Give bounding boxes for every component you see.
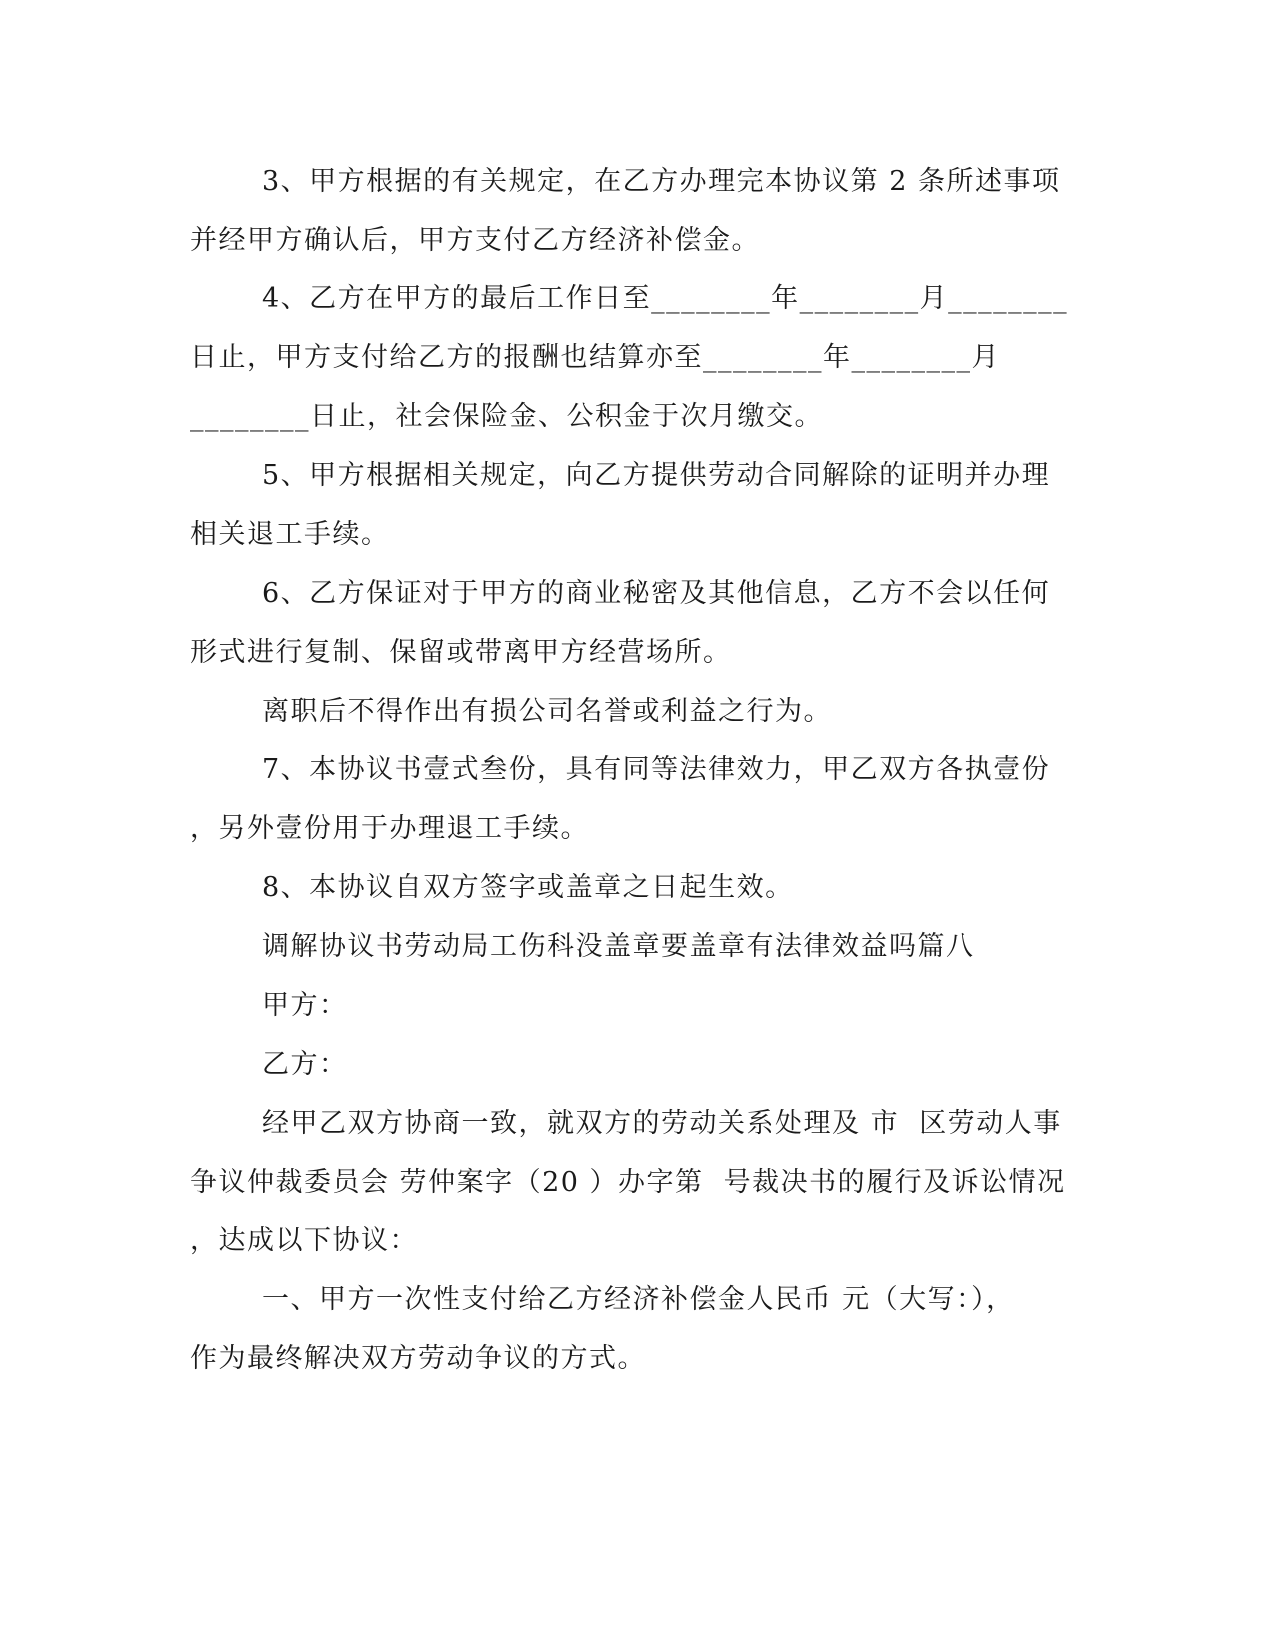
paragraph-8: 8、本协议自双方签字或盖章之日起生效。: [262, 872, 794, 903]
paragraph-5-line-1: 5、甲方根据相关规定，向乙方提供劳动合同解除的证明并办理: [262, 460, 1051, 491]
agreement-intro-line-2: 争议仲裁委员会 劳仲案字（20 ）办字第 号裁决书的履行及诉讼情况: [190, 1167, 1066, 1198]
party-a-label: 甲方：: [262, 990, 348, 1021]
paragraph-4-line-1: 4、乙方在甲方的最后工作日至________年________月________: [262, 283, 1069, 314]
agreement-intro-line-1: 经甲乙双方协商一致，就双方的劳动关系处理及 市 区劳动人事: [262, 1108, 1062, 1139]
paragraph-3-line-2: 并经甲方确认后，甲方支付乙方经济补偿金。: [190, 225, 760, 256]
party-b-label: 乙方：: [262, 1049, 348, 1080]
paragraph-4-line-2: 日止，甲方支付给乙方的报酬也结算亦至________年________月: [190, 342, 1000, 373]
paragraph-7-line-1: 7、本协议书壹式叁份，具有同等法律效力，甲乙双方各执壹份: [262, 754, 1051, 785]
clause-1-line-1: 一、甲方一次性支付给乙方经济补偿金人民币 元（大写：），: [262, 1284, 1015, 1315]
section-heading: 调解协议书劳动局工伤科没盖章要盖章有法律效益吗篇八: [262, 931, 975, 962]
paragraph-6-line-1: 6、乙方保证对于甲方的商业秘密及其他信息，乙方不会以任何: [262, 578, 1051, 609]
agreement-intro-line-3: ，达成以下协议：: [190, 1225, 418, 1256]
paragraph-conduct: 离职后不得作出有损公司名誉或利益之行为。: [262, 696, 832, 727]
paragraph-6-line-2: 形式进行复制、保留或带离甲方经营场所。: [190, 637, 732, 668]
paragraph-3-line-1: 3、甲方根据的有关规定，在乙方办理完本协议第 2 条所述事项: [262, 166, 1061, 197]
clause-1-line-2: 作为最终解决双方劳动争议的方式。: [190, 1343, 646, 1374]
paragraph-5-line-2: 相关退工手续。: [190, 519, 390, 550]
paragraph-4-line-3: ________日止，社会保险金、公积金于次月缴交。: [190, 401, 823, 432]
paragraph-7-line-2: ，另外壹份用于办理退工手续。: [190, 813, 589, 844]
